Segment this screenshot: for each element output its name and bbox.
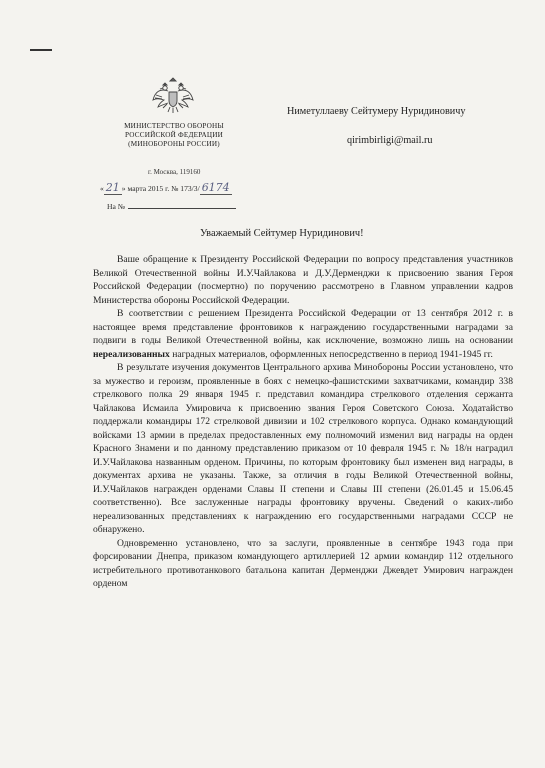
paragraph-3: В результате изучения документов Центрального архива Минобороны России установлено, что за мужество и героизм, проявленные в боях с немецко-фашистскими захватчиками, командир 338 стрелкового полка 29 января 1945 г. представил командира стрелкового отделения сержанта Чайлакова Исмаила Умировича к присвоению звания Героя Советского Союза. Ходатайство поддержали командиры 172 стрелковой дивизии и 102 стрелкового корпуса. Однако командующий войсками 13 армии в пределах предоставленных ему полномочий изменил вид награды на орден Красного Знамени и по данному представлению приказом от 10 февраля 1945 г. № 18/н наградил И.У.Чайлакова названным орденом. Причины, по которым фронтовику был изменен вид награды, в документах архива не указаны. Также, за отличия в годы Великой Отечественной войны, И.У.Чайлаков награжден орденами Славы II степени и Славы III степени (26.01.45 и 15.06.45 соответственно). Все заслуженные награды фронтовику вручены. Сведений о каких-либо нереализованных представлениях к награждению его государственными наградами СССР не обнаружено.	[93, 362, 513, 535]
paragraph-2-bold: нереализованных	[93, 348, 170, 360]
handwritten-number: 6174	[201, 181, 230, 194]
paragraph-1: Ваше обращение к Президенту Российской Федерации по вопросу представления участников Великой Отечественной войны И.У.Чайлакова и Д.У.Дерменджи к присвоению звания Героя Российской Федерации (посмертно) по поручению рассмотрено в Главном управлении кадров Министерства обороны Российской Федерации.	[93, 254, 513, 306]
date-prefix: «	[100, 184, 104, 193]
ministry-letterhead	[108, 122, 240, 149]
reference-label: На №	[107, 202, 125, 211]
city-postcode: г. Москва, 119160	[148, 168, 201, 176]
reference-line	[107, 200, 236, 213]
reference-blank	[128, 200, 236, 209]
double-headed-eagle-icon	[150, 76, 196, 116]
date-text: » марта 2015 г. № 173/3/	[121, 184, 200, 193]
salutation: Уважаемый Сейтумер Нуридинович!	[200, 228, 364, 239]
ministry-line-3: (МИНОБОРОНЫ РОССИИ)	[128, 140, 220, 148]
addressee-name: Ниметуллаеву Сейтумеру Нуридиновичу	[287, 106, 466, 117]
corner-mark	[30, 49, 52, 51]
paragraph-4: Одновременно установлено, что за заслуги, проявленные в сентябре 1943 года при форсировании Днепра, приказом командующего артиллерией 12 армии командир 112 отдельного истребительного противотанкового батальона капитан Дерменджи Джевдет Умирович награжден орденом	[93, 537, 513, 589]
addressee-email: qirimbirligi@mail.ru	[347, 135, 433, 146]
paragraph-2-end: наградных материалов, оформленных непосредственно в период 1941-1945 гг.	[169, 348, 493, 360]
letter-body	[93, 253, 513, 591]
ministry-line-1: МИНИСТЕРСТВО ОБОРОНЫ	[124, 122, 224, 130]
date-and-number	[100, 182, 232, 195]
ministry-line-2: РОССИЙСКОЙ ФЕДЕРАЦИИ	[124, 131, 224, 139]
paragraph-2	[93, 307, 513, 361]
paragraph-2-start: В соответствии с решением Президента Российской Федерации от 13 сентября 2012 г. в настоящее время представление фронтовиков к награждению государственными наградами за подвиги в годы Великой Отечественной войны, как исключение, возможно лишь на основании	[93, 308, 513, 346]
handwritten-day: 21	[105, 181, 120, 194]
